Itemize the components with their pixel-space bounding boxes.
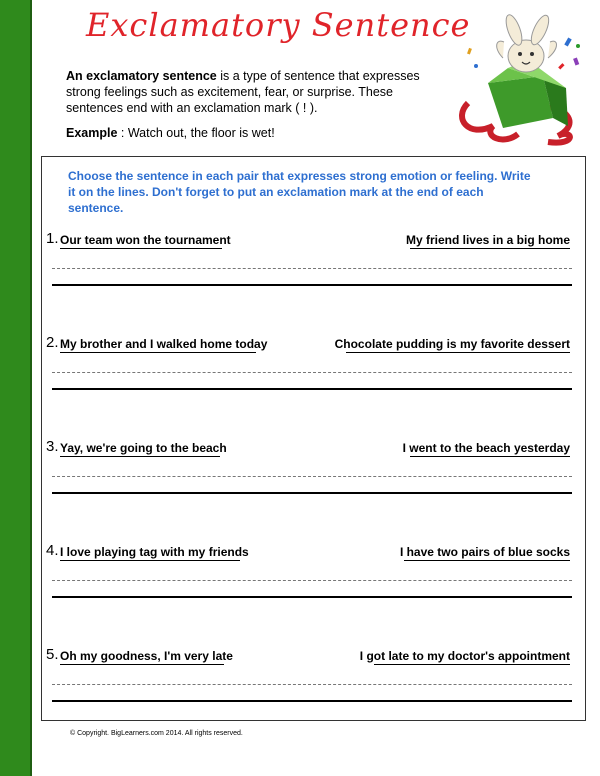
answer-line[interactable] — [52, 596, 572, 598]
answer-guide-line[interactable] — [52, 580, 572, 581]
option-left: I love playing tag with my friends — [60, 545, 249, 559]
answer-line[interactable] — [52, 284, 572, 286]
question-3 — [46, 438, 576, 508]
question-number: 4. — [46, 542, 59, 559]
copyright: © Copyright. BigLearners.com 2014. All rights reserved. — [70, 730, 243, 737]
option-left: Yay, we're going to the beach — [60, 441, 227, 455]
option-left: My brother and I walked home today — [60, 337, 268, 351]
underline-left — [60, 560, 240, 561]
underline-right — [404, 560, 570, 561]
underline-right — [374, 664, 570, 665]
green-side-bar — [0, 0, 30, 776]
example-line — [66, 126, 275, 140]
underline-right — [410, 248, 570, 249]
question-number: 2. — [46, 334, 59, 351]
side-bar-edge — [30, 0, 32, 776]
option-right: Chocolate pudding is my favorite dessert — [334, 337, 570, 351]
question-number: 5. — [46, 646, 59, 663]
answer-guide-line[interactable] — [52, 268, 572, 269]
intro-paragraph — [66, 68, 446, 116]
question-2 — [46, 334, 576, 404]
gift-box-bunny-icon — [448, 8, 588, 148]
example-label: Example — [66, 126, 118, 140]
answer-guide-line[interactable] — [52, 684, 572, 685]
underline-right — [346, 352, 570, 353]
answer-guide-line[interactable] — [52, 372, 572, 373]
example-text: : Watch out, the floor is wet! — [117, 126, 275, 140]
underline-left — [60, 664, 224, 665]
underline-left — [60, 248, 222, 249]
answer-line[interactable] — [52, 388, 572, 390]
question-number: 1. — [46, 230, 59, 247]
question-1 — [46, 230, 576, 300]
option-right: I went to the beach yesterday — [402, 441, 570, 455]
question-5 — [46, 646, 576, 716]
option-right: I got late to my doctor's appointment — [359, 649, 570, 663]
intro-term: An exclamatory sentence — [66, 69, 217, 83]
option-left: Oh my goodness, I'm very late — [60, 649, 233, 663]
underline-left — [60, 456, 220, 457]
question-4 — [46, 542, 576, 612]
option-right: My friend lives in a big home — [405, 233, 570, 247]
answer-guide-line[interactable] — [52, 476, 572, 477]
question-number: 3. — [46, 438, 59, 455]
underline-right — [410, 456, 570, 457]
page-title: Exclamatory Sentence — [86, 6, 471, 44]
underline-left — [60, 352, 256, 353]
option-left: Our team won the tournament — [60, 233, 231, 247]
option-right: I have two pairs of blue socks — [399, 545, 570, 559]
intro-definition: is a type of sentence that expresses strong feelings such as excitement, fear, or surprise. These sentences end with an exclamation mark ( ! ). — [66, 69, 420, 115]
instructions: Choose the sentence in each pair that expresses strong emotion or feeling. Write it on the lines. Don't forget to put an exclamation mark at the end of each sentence. — [68, 169, 531, 215]
answer-line[interactable] — [52, 492, 572, 494]
answer-line[interactable] — [52, 700, 572, 702]
